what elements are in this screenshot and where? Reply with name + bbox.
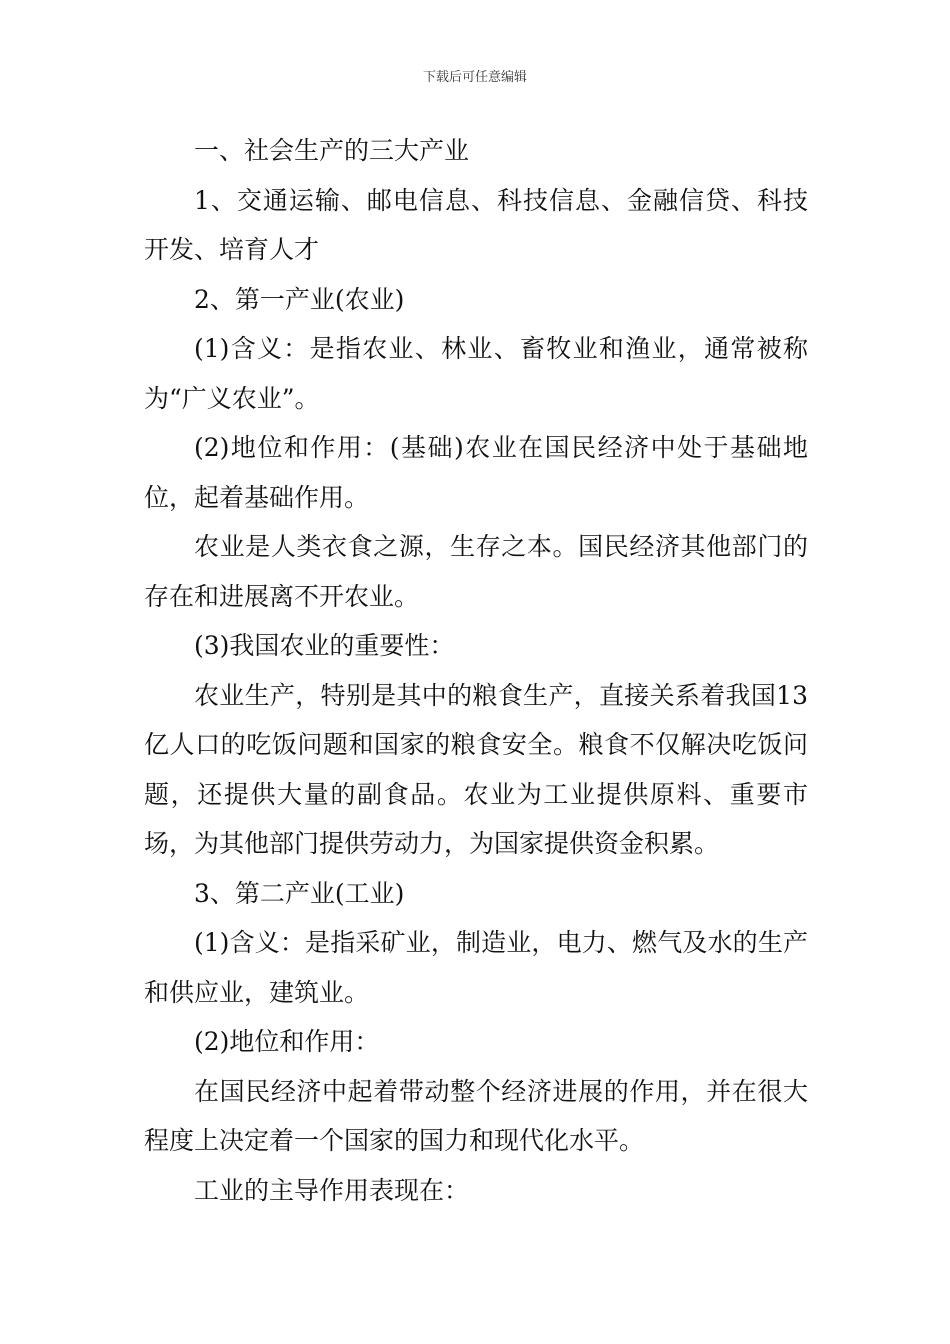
paragraph-primary-heading: 2、第一产业(农业): [194, 284, 405, 314]
paragraph-importance-detail: 农业生产，特别是其中的粮食生产，直接关系着我国13亿人口的吃饭问题和国家的粮食安全。粮食不仅解决吃饭问题，还提供大量的副食品。农业为工业提供原料、重要市场，为其他部门提供劳动力，为国家提供资金积累。: [144, 680, 808, 858]
paragraph-industry-leading-role: 工业的主导作用表现在：: [194, 1175, 470, 1205]
paragraph-primary-definition: (1)含义：是指农业、林业、畜牧业和渔业，通常被称为“广义农业”。: [144, 334, 808, 413]
paragraph-secondary-definition: (1)含义：是指采矿业，制造业，电力、燃气及水的生产和供应业，建筑业。: [144, 928, 808, 1007]
paragraph-primary-role: (2)地位和作用：(基础)农业在国民经济中处于基础地位，起着基础作用。: [144, 433, 808, 512]
header-note: 下载后可任意编辑: [422, 70, 527, 85]
paragraph-secondary-role-detail: 在国民经济中起着带动整个经济进展的作用，并在很大程度上决定着一个国家的国力和现代化水平。: [144, 1076, 808, 1155]
paragraph-tertiary-list: 1、交通运输、邮电信息、科技信息、金融信贷、科技开发、培育人才: [144, 185, 808, 264]
paragraph-section-heading: 一、社会生产的三大产业: [194, 136, 470, 165]
document-body: [144, 126, 808, 1215]
paragraph-importance-heading: (3)我国农业的重要性：: [194, 631, 455, 660]
paragraph-agriculture-basis: 农业是人类衣食之源，生存之本。国民经济其他部门的存在和进展离不开农业。: [144, 532, 808, 611]
paragraph-secondary-heading: 3、第二产业(工业): [194, 878, 405, 908]
paragraph-secondary-role-heading: (2)地位和作用：: [194, 1027, 380, 1056]
